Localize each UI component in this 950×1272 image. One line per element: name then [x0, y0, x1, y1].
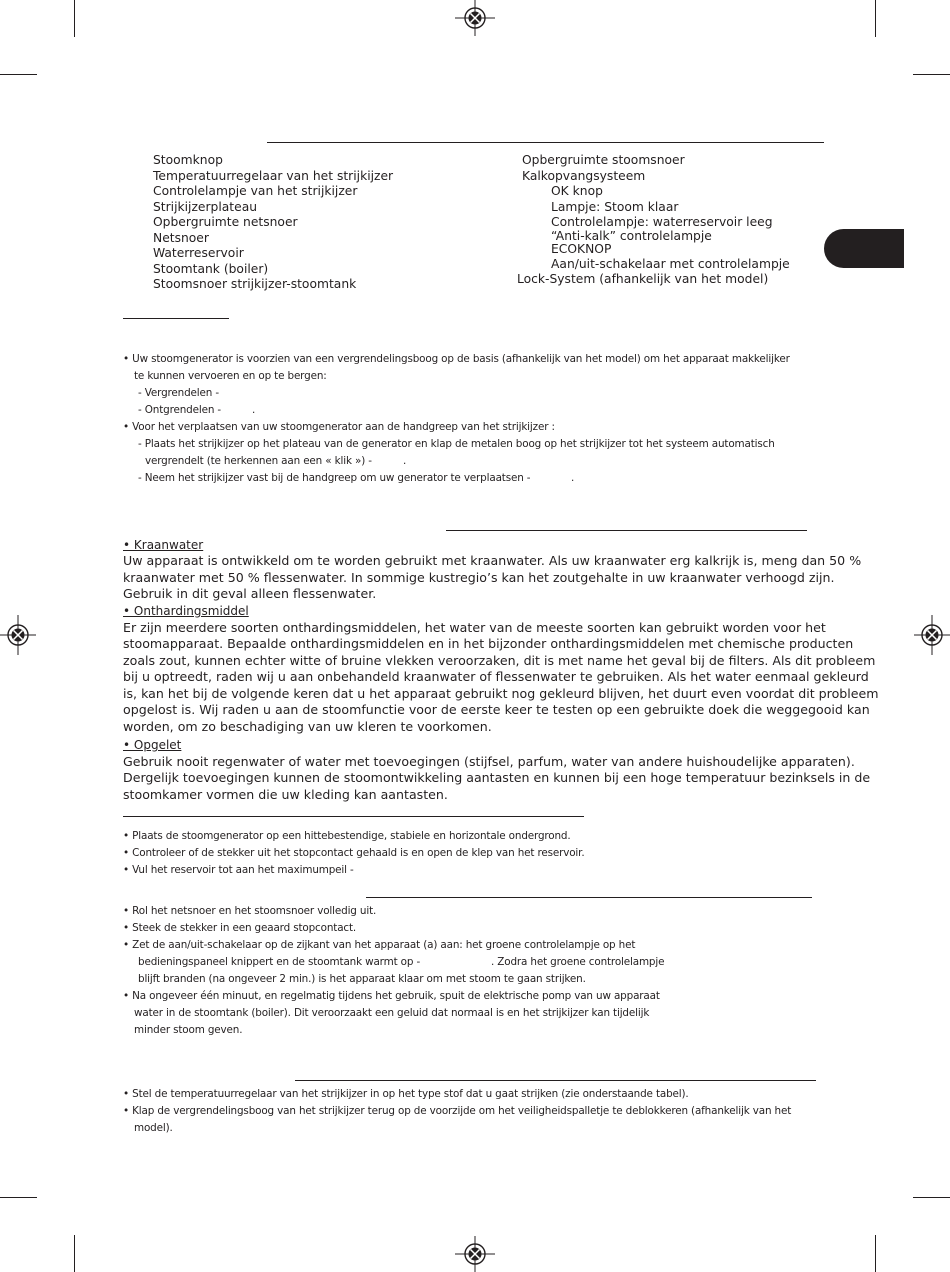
lock-text: - Vergrendelen - [138, 387, 219, 399]
punctuation: . [403, 455, 407, 467]
instruction-item: • Vul het reservoir tot aan het maximumpeil - [123, 864, 354, 876]
crop-mark [875, 0, 876, 37]
crop-mark [0, 1197, 37, 1198]
lock-text: • Uw stoomgenerator is voorzien van een vergrendelingsboog op de basis (afhankelijk van het model) om het apparaat makkelijker [123, 353, 790, 365]
subheading-softener: • Onthardingsmiddel [123, 604, 249, 618]
registration-mark-icon [914, 615, 950, 655]
section-rule [123, 318, 229, 319]
body-text: stoomapparaat. Bepaalde onthardingsmiddelen en in het bijzonder onthardingsmiddelen met chemische producten [123, 636, 854, 651]
body-text: Gebruik in dit geval alleen flessenwater. [123, 586, 377, 601]
instruction-item: • Controleer of de stekker uit het stopcontact gehaald is en open de klep van het reservoir. [123, 847, 585, 859]
part-label: Stoomknop [153, 153, 223, 167]
body-text: opgelost is. Wij raden u aan de stoomfunctie voor de eerste keer te testen op een gebruikte doek die weggegooid kan [123, 702, 870, 717]
lock-text: - Ontgrendelen - [138, 404, 222, 416]
body-text: worden, om zo beschadiging van uw kleren te voorkomen. [123, 719, 492, 734]
crop-mark [913, 74, 950, 75]
body-text: Gebruik nooit regenwater of water met toevoegingen (stijfsel, parfum, water van andere huishoudelijke apparaten). [123, 754, 855, 769]
body-text: stoomkamer vormen die uw kleding kan aantasten. [123, 787, 448, 802]
part-label: OK knop [551, 184, 603, 198]
instruction-item: • Plaats de stoomgenerator op een hittebestendige, stabiele en horizontale ondergrond. [123, 830, 571, 842]
registration-mark-icon [0, 615, 36, 655]
instruction-item: model). [134, 1122, 173, 1134]
body-text: is, kan het bij de volgende keren dat u het apparaat gebruikt nog gekleurd blijven, het duurt even voordat dit probleem [123, 686, 879, 701]
crop-mark [875, 1235, 876, 1272]
instruction-item: minder stoom geven. [134, 1024, 243, 1036]
part-label: Kalkopvangsysteem [522, 169, 646, 183]
body-text: Uw apparaat is ontwikkeld om te worden gebruikt met kraanwater. Als uw kraanwater erg kalkrijk is, meng dan 50 % [123, 553, 862, 568]
section-rule [446, 530, 807, 531]
registration-mark-icon [455, 0, 495, 36]
body-text: Er zijn meerdere soorten onthardingsmiddelen, het water van de meeste soorten kan gebruikt worden voor het [123, 620, 826, 635]
instruction-item: blijft branden (na ongeveer 2 min.) is het apparaat klaar om met stoom te gaan strijken. [138, 973, 586, 985]
lock-text: • Voor het verplaatsen van uw stoomgenerator aan de handgreep van het strijkijzer : [123, 421, 555, 433]
body-text: zoals zout, kunnen echter witte of bruine vlekken veroorzaken, dit is met name het geval bij de filters. Als dit probleem [123, 653, 876, 668]
subheading-caution: • Opgelet [123, 738, 182, 752]
instruction-item: water in de stoomtank (boiler). Dit veroorzaakt een geluid dat normaal is en het strijkijzer kan tijdelijk [134, 1007, 650, 1019]
part-label: Temperatuurregelaar van het strijkijzer [153, 169, 394, 183]
language-tab [824, 229, 904, 268]
part-label: Opbergruimte netsnoer [153, 215, 298, 229]
lock-text: te kunnen vervoeren en op te bergen: [134, 370, 327, 382]
lock-text: vergrendelt (te herkennen aan een « klik ») - [145, 455, 372, 467]
punctuation: . [571, 472, 575, 484]
instruction-item: • Stel de temperatuurregelaar van het strijkijzer in op het type stof dat u gaat strijken (zie onderstaande tabel). [123, 1088, 689, 1100]
section-rule [366, 897, 812, 898]
instruction-item: • Zet de aan/uit-schakelaar op de zijkant van het apparaat (a) aan: het groene controlelampje op het [123, 939, 636, 951]
part-label: Controlelampje: waterreservoir leeg [551, 215, 773, 229]
lock-text: - Plaats het strijkijzer op het plateau van de generator en klap de metalen boog op het strijkijzer tot het systeem automatisch [138, 438, 775, 450]
part-label: Netsnoer [153, 231, 209, 245]
crop-mark [74, 0, 75, 37]
part-label: Stoomtank (boiler) [153, 262, 269, 276]
registration-mark-icon [455, 1236, 495, 1272]
crop-mark [0, 74, 37, 75]
part-label: Strijkijzerplateau [153, 200, 258, 214]
crop-mark [74, 1235, 75, 1272]
part-label: Lock-System (afhankelijk van het model) [517, 272, 769, 286]
part-label: “Anti-kalk” controlelampje [551, 229, 712, 243]
instruction-item: . Zodra het groene controlelampje [491, 956, 665, 968]
part-label: Aan/uit-schakelaar met controlelampje [551, 257, 790, 271]
instruction-item: • Rol het netsnoer en het stoomsnoer volledig uit. [123, 905, 377, 917]
lock-text: - Neem het strijkijzer vast bij de handgreep om uw generator te verplaatsen - [138, 472, 531, 484]
instruction-item: bedieningspaneel knippert en de stoomtank warmt op - [138, 956, 421, 968]
body-text: kraanwater met 50 % flessenwater. In sommige kustregio’s kan het zoutgehalte in uw kraanwater verhoogd zijn. [123, 570, 835, 585]
body-text: Dergelijk toevoegingen kunnen de stoomontwikkeling aantasten en kunnen bij een hoge temperatuur bezinksels in de [123, 770, 871, 785]
subheading-tap-water: • Kraanwater [123, 538, 204, 552]
section-rule [295, 1080, 816, 1081]
part-label: ECOKNOP [551, 242, 612, 256]
part-label: Controlelampje van het strijkijzer [153, 184, 358, 198]
instruction-item: • Na ongeveer één minuut, en regelmatig tijdens het gebruik, spuit de elektrische pomp van uw apparaat [123, 990, 660, 1002]
crop-mark [913, 1197, 950, 1198]
punctuation: . [252, 404, 256, 416]
part-label: Lampje: Stoom klaar [551, 200, 679, 214]
part-label: Stoomsnoer strijkijzer-stoomtank [153, 277, 357, 291]
part-label: Opbergruimte stoomsnoer [522, 153, 685, 167]
section-rule [123, 816, 584, 817]
instruction-item: • Steek de stekker in een geaard stopcontact. [123, 922, 357, 934]
part-label: Waterreservoir [153, 246, 244, 260]
body-text: bij u optreedt, raden wij u aan onbehandeld kraanwater of flessenwater te gebruiken. Als het water eenmaal gekleurd [123, 669, 869, 684]
instruction-item: • Klap de vergrendelingsboog van het strijkijzer terug op de voorzijde om het veiligheidspalletje te deblokkeren (afhankelijk van het [123, 1105, 792, 1117]
section-rule [267, 142, 824, 143]
